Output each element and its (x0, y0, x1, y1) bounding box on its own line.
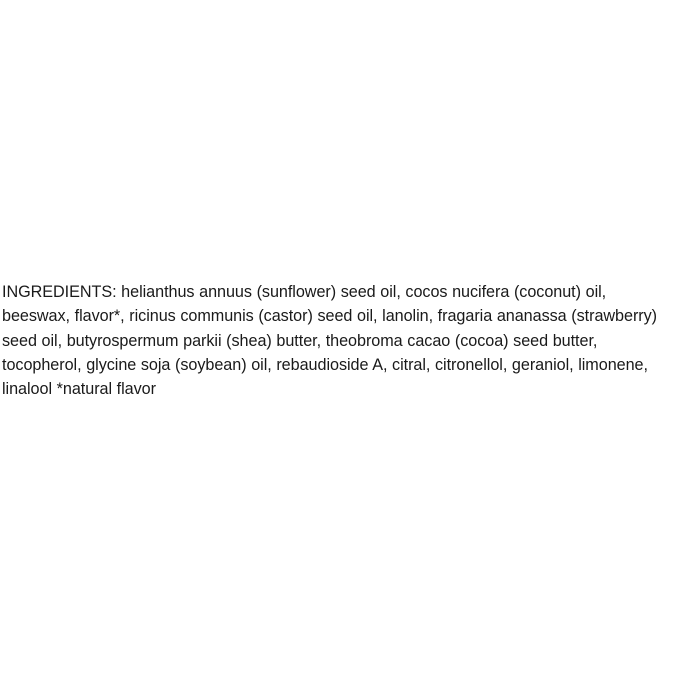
ingredients-panel (0, 280, 665, 401)
ingredients-text: INGREDIENTS: helianthus annuus (sunflower) seed oil, cocos nucifera (coconut) oil, beeswax, flavor*, ricinus communis (castor) seed oil, lanolin, fragaria ananassa (strawberry) seed oil, butyrospermum parkii (shea) butter, theobroma cacao (cocoa) seed butter, tocopherol, glycine soja (soybean) oil, rebaudioside A, citral, citronellol, geraniol, limonene, linalool *natural flavor (2, 283, 658, 399)
